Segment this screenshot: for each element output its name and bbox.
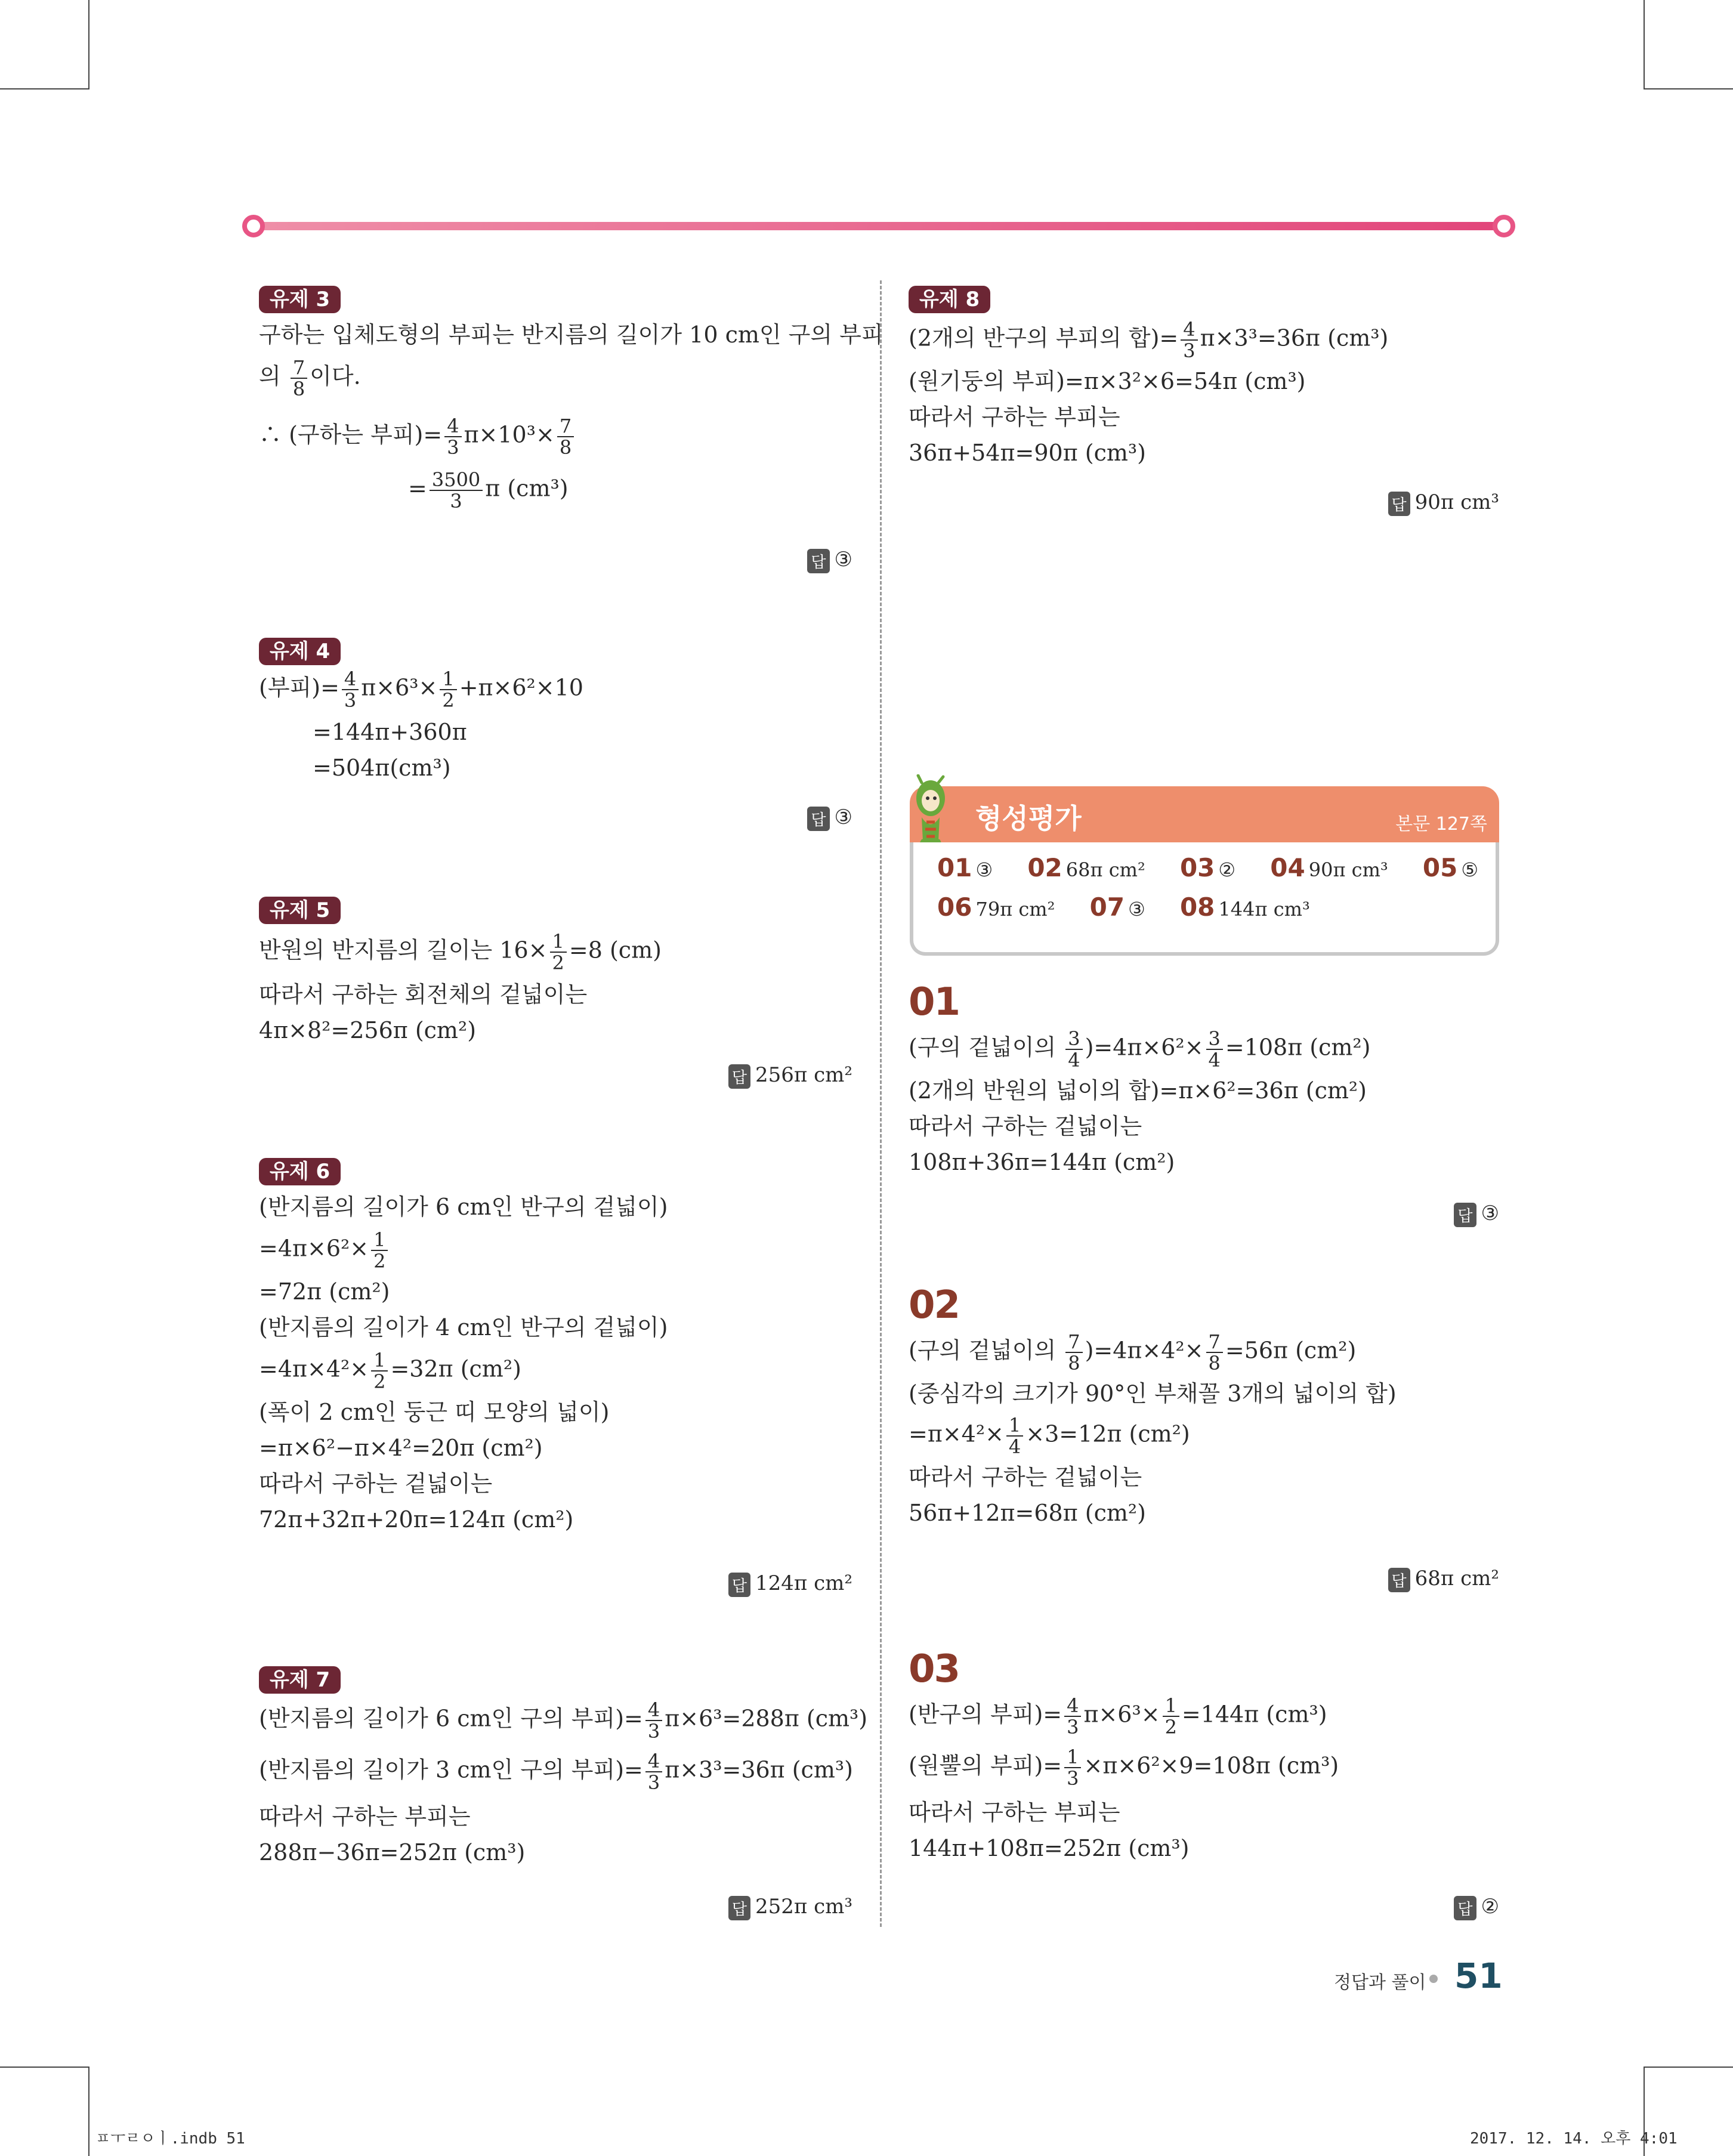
text-line: 288π−36π=252π (cm³): [259, 1839, 526, 1865]
text-line: (반지름의 길이가 3 cm인 구의 부피)= $\frac{4}{3}$ π×3³=36π (cm³): [259, 1750, 853, 1794]
fraction: $\frac{1}{2}$: [1163, 1695, 1179, 1737]
assessment-item: 07 ③: [1089, 892, 1145, 922]
problem-02: [909, 1281, 1505, 1531]
text-line: 108π+36π=144π (cm²): [909, 1149, 1175, 1175]
text-line: (폭이 2 cm인 둥근 띠 모양의 넓이): [259, 1399, 610, 1425]
text-line: =π×4²× $\frac{1}{4}$ ×3=12π (cm²): [909, 1414, 1190, 1458]
exercise-tag: 유제 4: [259, 638, 341, 665]
problem-01: [909, 978, 1505, 1180]
text-line: 따라서 구하는 부피는: [909, 1799, 1120, 1826]
text-line: ∴ (구하는 부피)= $\frac{4}{3}$ π×10³× $\frac{7}{8}$: [259, 416, 855, 458]
exercise-8: [909, 280, 1505, 471]
crop-mark: [1644, 88, 1733, 89]
text-line: 반원의 반지름의 길이는 16× $\frac{1}{2}$ =8 (cm): [259, 930, 662, 974]
fraction: $\frac{1}{2}$: [550, 931, 567, 973]
crop-mark: [0, 88, 89, 89]
answer-mark: 답: [1388, 1568, 1410, 1592]
fraction: $\frac{1}{2}$: [371, 1230, 388, 1271]
exercise-tag: 유제 5: [259, 897, 341, 924]
text-line: =504π(cm³): [313, 755, 451, 781]
bar-end-dot: [1493, 215, 1515, 237]
answer-label: 답 90π cm³: [1388, 490, 1499, 516]
fraction: $\frac{3500}{3}$: [430, 469, 483, 511]
exercise-tag: 유제 6: [259, 1158, 341, 1185]
answer-label: 답 ③: [807, 548, 852, 573]
exercise-tag: 유제 8: [909, 286, 990, 313]
problem-number: 01: [909, 980, 960, 1024]
problem-03: [909, 1645, 1505, 1866]
crop-mark: [88, 0, 89, 89]
fraction: $\frac{1}{4}$: [1006, 1415, 1023, 1457]
fraction: $\frac{4}{3}$: [645, 1700, 662, 1741]
assessment-item: 03 ②: [1179, 853, 1236, 882]
text-line: (반구의 부피)= $\frac{4}{3}$ π×6³× $\frac{1}{2}$ =144π (cm³): [909, 1694, 1327, 1738]
text-line: 36π+54π=90π (cm³): [909, 440, 1146, 466]
answer-label: 답 68π cm²: [1388, 1567, 1499, 1592]
problem-number: 03: [909, 1647, 960, 1691]
answer-label: 답 252π cm³: [728, 1895, 852, 1920]
exercise-6: [259, 1153, 855, 1537]
answer-label: 답 124π cm²: [728, 1571, 852, 1597]
text-line: (2개의 반구의 부피의 합)= $\frac{4}{3}$ π×3³=36π (cm³): [909, 318, 1389, 362]
print-slug-date: 2017. 12. 14. 오후 4:01: [1470, 2130, 1678, 2148]
problem-number: 02: [909, 1283, 960, 1327]
answer-mark: 답: [728, 1573, 750, 1597]
assessment-item: 01 ③: [937, 853, 993, 882]
page-number: 51: [1454, 1956, 1503, 1996]
answer-row: [937, 853, 1507, 882]
answer-mark: 답: [728, 1064, 750, 1089]
text-line: 구하는 입체도형의 부피는 반지름의 길이가 10 cm인 구의 부피: [259, 322, 884, 348]
footer-section-label: 정답과 풀이: [1334, 1972, 1426, 1993]
text-line: 72π+32π+20π=124π (cm²): [259, 1506, 574, 1533]
bar-end-dot: [242, 215, 265, 237]
column-divider: [880, 280, 882, 1927]
answer-mark: 답: [728, 1896, 750, 1920]
exercise-7: [259, 1661, 867, 1870]
formative-assessment-box: [910, 786, 1499, 959]
fraction: $\frac{7}{8}$: [557, 416, 574, 458]
crop-mark: [1644, 0, 1645, 89]
text-line: 따라서 구하는 겉넓이는: [259, 1471, 493, 1497]
text-line: 따라서 구하는 회전체의 겉넓이는: [259, 981, 588, 1008]
print-slug-file: ㅍㅜㄹㅇㅣ.indb 51: [95, 2130, 245, 2148]
assessment-item: 02 68π cm²: [1027, 853, 1145, 882]
text-line: (중심각의 크기가 90°인 부채꼴 3개의 넓이의 합): [909, 1380, 1397, 1407]
text-line: =72π (cm²): [259, 1278, 390, 1305]
fraction: $\frac{7}{8}$: [1206, 1332, 1223, 1373]
fraction: $\frac{1}{2}$: [371, 1350, 388, 1392]
crop-mark: [88, 2067, 89, 2156]
exercise-4: [259, 632, 855, 786]
assessment-item: 08 144π cm³: [1179, 892, 1310, 922]
answer-mark: 답: [807, 549, 829, 573]
text-line: =π×6²−π×4²=20π (cm²): [259, 1435, 543, 1461]
answer-mark: 답: [1388, 492, 1410, 516]
fraction: $\frac{4}{3}$: [1064, 1695, 1081, 1737]
answer-mark: 답: [807, 807, 829, 831]
answer-mark: 답: [1454, 1203, 1476, 1227]
text-line: (원기둥의 부피)=π×3²×6=54π (cm³): [909, 368, 1306, 394]
text-line: =4π×6²× $\frac{1}{2}$: [259, 1230, 855, 1271]
answer-label: 답 ②: [1454, 1895, 1499, 1920]
assessment-reference: 본문 127쪽: [1395, 814, 1487, 835]
fraction: $\frac{4}{3}$: [444, 416, 461, 458]
text-line: =144π+360π: [313, 719, 467, 745]
answer-label: 답 ③: [807, 805, 852, 831]
text-line: (부피)= $\frac{4}{3}$ π×6³× $\frac{1}{2}$ +π×6²×10: [259, 668, 583, 712]
assessment-item: 04 90π cm³: [1270, 853, 1388, 882]
fraction: $\frac{3}{4}$: [1206, 1028, 1223, 1070]
answer-mark: 답: [1454, 1896, 1476, 1920]
fraction: $\frac{4}{3}$: [342, 669, 359, 711]
fraction: $\frac{4}{3}$: [645, 1751, 662, 1793]
text-line: 144π+108π=252π (cm³): [909, 1835, 1190, 1861]
answer-label: 답 ③: [1454, 1201, 1499, 1227]
text-line: 따라서 구하는 겉넓이는: [909, 1464, 1142, 1490]
assessment-item: 06 79π cm²: [937, 892, 1055, 922]
text-line: 따라서 구하는 부피는: [909, 404, 1120, 430]
assessment-item: 05 ⑤: [1422, 853, 1479, 882]
text-line: = $\frac{3500}{3}$ π (cm³): [408, 468, 569, 512]
exercise-5: [259, 891, 855, 1048]
assessment-answers: [910, 842, 1499, 956]
answer-row: [937, 892, 1339, 922]
text-line: (원뿔의 부피)= $\frac{1}{3}$ ×π×6²×9=108π (cm³): [909, 1746, 1339, 1790]
text-line: (구의 겉넓이의 $\frac{7}{8}$ )=4π×4²× $\frac{7}{8}$ =56π (cm²): [909, 1330, 1357, 1374]
text-line: 의 $\frac{7}{8}$ 이다.: [259, 356, 361, 400]
crop-mark: [0, 2067, 89, 2068]
exercise-3: [259, 280, 884, 512]
exercise-tag: 유제 7: [259, 1666, 341, 1694]
text-line: (반지름의 길이가 6 cm인 반구의 겉넓이): [259, 1194, 668, 1220]
text-line: (반지름의 길이가 6 cm인 구의 부피)= $\frac{4}{3}$ π×6³=288π (cm³): [259, 1698, 868, 1743]
crop-mark: [1644, 2067, 1733, 2068]
answer-label: 답 256π cm²: [728, 1063, 852, 1089]
text-line: =4π×4²× $\frac{1}{2}$ =32π (cm²): [259, 1349, 521, 1393]
fraction: $\frac{7}{8}$: [1065, 1332, 1082, 1373]
text-line: 4π×8²=256π (cm²): [259, 1017, 477, 1043]
text-line: (반지름의 길이가 4 cm인 반구의 겉넓이): [259, 1314, 668, 1340]
text-line: 56π+12π=68π (cm²): [909, 1500, 1146, 1526]
fraction: $\frac{1}{3}$: [1064, 1747, 1081, 1789]
fraction: $\frac{4}{3}$: [1181, 319, 1197, 361]
footer-dot: [1429, 1975, 1438, 1983]
text-line: 따라서 구하는 부피는: [259, 1803, 471, 1830]
fraction: $\frac{7}{8}$: [291, 357, 307, 399]
fraction: $\frac{3}{4}$: [1065, 1028, 1082, 1070]
header-bar: [249, 222, 1508, 230]
exercise-tag: 유제 3: [259, 286, 341, 313]
text-line: (2개의 반원의 넓이의 합)=π×6²=36π (cm²): [909, 1077, 1367, 1104]
text-line: (구의 겉넓이의 $\frac{3}{4}$ )=4π×6²× $\frac{3}{4}$ =108π (cm²): [909, 1027, 1371, 1071]
assessment-title: 형성평가: [975, 802, 1082, 835]
fraction: $\frac{1}{2}$: [440, 669, 456, 711]
text-line: 따라서 구하는 겉넓이는: [909, 1113, 1142, 1139]
